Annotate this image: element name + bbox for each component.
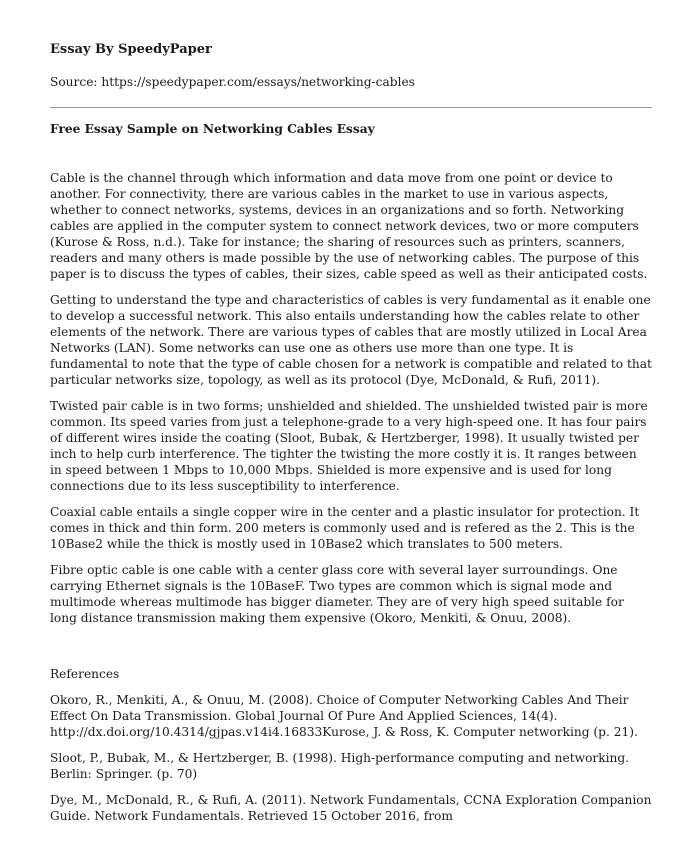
reference-item: Dye, M., McDonald, R., & Rufi, A. (2011). Network Fundamentals, CCNA Exploration Companion Guide. Network Fundamentals. Retrieved 15 October 2016, from bbox=[50, 793, 652, 823]
essay-paragraph: Twisted pair cable is in two forms; unshielded and shielded. The unshielded twisted pair is more common. Its speed varies from just a telephone-grade to a very high-speed one. It has four pairs of different wires inside the coating (Sloot, Bubak, & Hertzberger, 1998). It usually twisted per inch to help curb interference. The tighter the twisting the more costly it is. It ranges between in speed between 1 Mbps to 10,000 Mbps. Shielded is more expensive and is used for long connections due to its less susceptibility to interference. bbox=[50, 399, 648, 493]
reference-item: Okoro, R., Menkiti, A., & Onuu, M. (2008). Choice of Computer Networking Cables And Their Effect On Data Transmission. Global Journal Of Pure And Applied Sciences, 14(4). http://dx.doi.org/10.4314/gjpas.v14i4.16833Kurose, J. & Ross, K. Computer networking (p. 21). bbox=[50, 693, 638, 739]
site-title: Essay By SpeedyPaper bbox=[50, 42, 212, 57]
references-heading: References bbox=[50, 667, 120, 681]
essay-paragraph: Fibre optic cable is one cable with a center glass core with several layer surroundings. One carrying Ethernet signals is the 10BaseF. Two types are common which is signal mode and multimode whereas multimode has bigger diameter. They are of very high speed suitable for long distance transmission making them expensive (Okoro, Menkiti, & Onuu, 2008). bbox=[50, 563, 624, 625]
essay-paragraph: Cable is the channel through which information and data move from one point or device to another. For connectivity, there are various cables in the market to use in various aspects, whether to connect networks, systems, devices in an organizations and so forth. Networking cables are applied in the computer system to connect network devices, two or more computers (Kurose & Ross, n.d.). Take for instance; the sharing of resources such as printers, scanners, readers and many others is made possible by the use of networking cables. The purpose of this paper is to discuss the types of cables, their sizes, cable speed as well as their anticipated costs. bbox=[50, 171, 648, 281]
reference-item: Sloot, P., Bubak, M., & Hertzberger, B. (1998). High-performance computing and networking. Berlin: Springer. (p. 70) bbox=[50, 751, 630, 781]
source-line: Source: https://speedypaper.com/essays/networking-cables bbox=[50, 75, 415, 89]
essay-paragraph: Getting to understand the type and characteristics of cables is very fundamental as it enable one to develop a successful network. This also entails understanding how the cables relate to other elements of the network. There are various types of cables that are mostly utilized in Local Area Networks (LAN). Some networks can use one as others use more than one type. It is fundamental to note that the type of cable chosen for a network is compatible and related to that particular networks size, topology, as well as its protocol (Dye, McDonald, & Rufi, 2011). bbox=[50, 293, 652, 387]
essay-title: Free Essay Sample on Networking Cables Essay bbox=[50, 122, 375, 136]
divider bbox=[50, 107, 652, 108]
essay-paragraph: Coaxial cable entails a single copper wire in the center and a plastic insulator for protection. It comes in thick and thin form. 200 meters is commonly used and is refered as the 2. This is the 10Base2 while the thick is mostly used in 10Base2 which translates to 500 meters. bbox=[50, 505, 640, 551]
